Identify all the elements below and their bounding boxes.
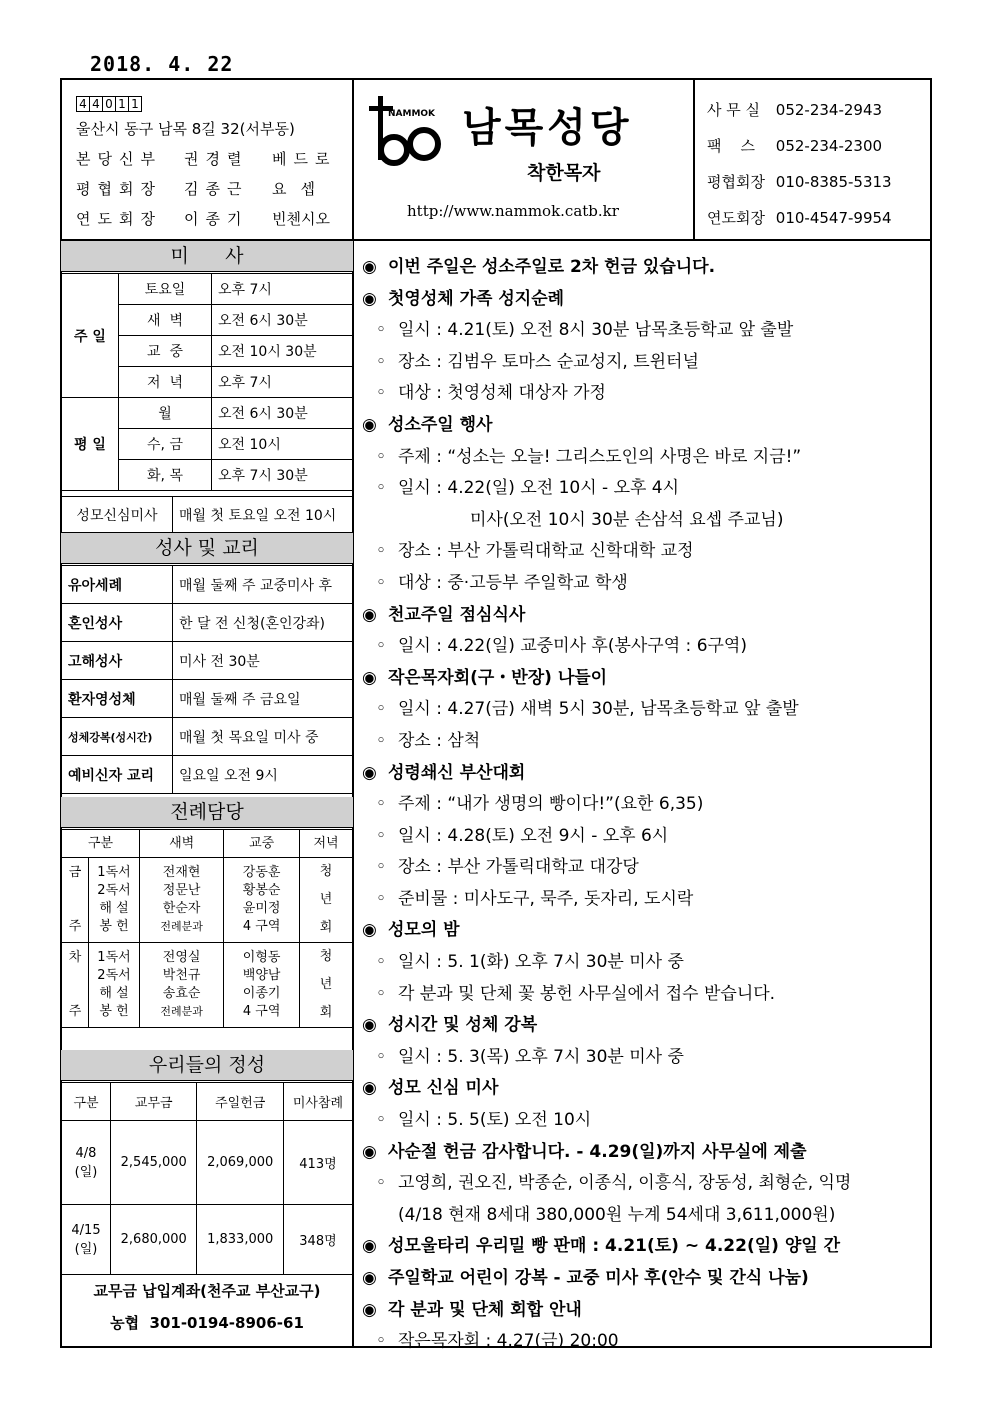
- radio-bullet-icon: ◉: [362, 1268, 377, 1288]
- circle-bullet-icon: ◦: [376, 1046, 387, 1067]
- parish-title: 남목성당: [462, 104, 633, 151]
- circle-bullet-icon: ◦: [376, 1173, 387, 1194]
- circle-bullet-icon: ◦: [376, 1110, 387, 1131]
- circle-bullet-icon: ◦: [376, 1331, 387, 1352]
- notice-detail: ◦ 일시 : 4.22(일) 교중미사 후(봉사구역 : 6구역): [362, 631, 922, 663]
- radio-bullet-icon: ◉: [362, 1141, 377, 1162]
- notice-detail: 미사(오전 10시 30분 손삼석 요셉 주교님): [470, 509, 784, 530]
- notice-detail: ◦ 일시 : 5. 1(화) 오후 7시 30분 미사 중: [362, 947, 922, 979]
- offering-heading: 우리들의 정성: [61, 1050, 353, 1081]
- notice-heading: ◉ 이번 주일은 성소주일로 2차 헌금 있습니다.: [362, 252, 922, 284]
- staff-row: 본당신부 권경렬 베드로: [76, 150, 337, 168]
- notice-detail: (4/18 현재 8세대 380,000원 누계 54세대 3,611,000원): [398, 1204, 836, 1225]
- notice-detail: ◦ 장소 : 부산 가톨릭대학교 대강당: [362, 852, 922, 884]
- notice-heading: ◉ 작은목자회(구・반장) 나들이: [362, 663, 922, 695]
- zip-code: 4 4 0 1 1: [76, 92, 336, 114]
- notice-detail: ◦ 준비물 : 미사도구, 묵주, 돗자리, 도시락: [362, 884, 922, 916]
- notice-heading: ◉ 주일학교 어린이 강복 - 교중 미사 후(안수 및 간식 나눔): [362, 1263, 922, 1295]
- sacraments-table: 유아세례 매월 둘째 주 교중미사 후 혼인성사 한 달 전 신청(혼인강좌) 고해성사 미사 전 30분 환자영성체 매월 둘째 주 금요일 성체강복(성시간) 매월 첫 목요일 미사 중 예비신자 교리 일요일 오전 9시: [61, 565, 353, 794]
- staff-row: 평협회장 김종근 요셉: [76, 180, 329, 198]
- circle-bullet-icon: ◦: [376, 383, 387, 404]
- circle-bullet-icon: ◦: [376, 857, 387, 878]
- circle-bullet-icon: ◦: [376, 888, 387, 909]
- parish-logo: [366, 92, 446, 172]
- notice-detail: ◦ 각 분과 및 단체 꽃 봉헌 사무실에서 접수 받습니다.: [362, 979, 922, 1011]
- sacraments-heading: 성사 및 교리: [61, 533, 353, 564]
- radio-bullet-icon: ◉: [362, 762, 377, 783]
- special-mass-table: 성모신심미사 매월 첫 토요일 오전 10시: [61, 496, 353, 533]
- radio-bullet-icon: ◉: [362, 414, 377, 435]
- circle-bullet-icon: ◦: [376, 699, 387, 720]
- notice-detail: ◦ 주제 : “내가 생명의 빵이다!”(요한 6,35): [362, 789, 922, 821]
- circle-bullet-icon: ◦: [376, 351, 387, 372]
- notice-heading: ◉ 성시간 및 성체 강복: [362, 1010, 922, 1042]
- notice-heading: ◉ 사순절 헌금 감사합니다. - 4.29(일)까지 사무실에 제출: [362, 1137, 922, 1169]
- parish-url[interactable]: http://www.nammok.catb.kr: [407, 202, 619, 220]
- circle-bullet-icon: ◦: [376, 825, 387, 846]
- notice-detail: ◦ 일시 : 4.21(토) 오전 8시 30분 남목초등학교 앞 출발: [362, 315, 922, 347]
- circle-bullet-icon: ◦: [376, 320, 387, 341]
- address: 울산시 동구 남목 8길 32(서부동): [76, 120, 295, 138]
- staff-row: 연도회장 이종기 빈첸시오: [76, 210, 330, 228]
- circle-bullet-icon: ◦: [376, 541, 387, 562]
- contact-row: 연도회장 010-4547-9954: [707, 209, 892, 227]
- notice-detail: ◦ 장소 : 삼척: [362, 726, 922, 758]
- account-info: 교무금 납입계좌(천주교 부산교구) 농협 301-0194-8906-61: [93, 1282, 321, 1332]
- liturgy-table: 구분 새벽 교중 저녁 금 주 1독서 2독서 해 설 봉 헌 전재현 정문난 한순자 전례분과 강동훈 황봉순 윤미정 4 구역 청 년 회 차 주 1독서 2독서 해 설 봉 헌 전영실 박천규 송효순 전례분과 이형동 백양남 이종기 4 구역 청 년 회: [61, 829, 353, 1028]
- parish-subtitle: 착한목자: [527, 162, 601, 184]
- radio-bullet-icon: ◉: [362, 1078, 377, 1099]
- parish-info: [76, 92, 336, 234]
- notice-heading: ◉ 첫영성체 가족 성지순례: [362, 284, 922, 316]
- notice-detail: ◦ 작은목자회 : 4.27(금) 20:00: [362, 1326, 922, 1358]
- mass-table: 주 일 토요일 오후 7시 새 벽 오전 6시 30분 교 중 오전 10시 30분 저 녁 오후 7시 평 일 월 오전 6시 30분 수, 금 오전 10시 화, 목 오후 7시 30분: [61, 273, 353, 491]
- mass-heading: 미 사: [61, 241, 353, 272]
- radio-bullet-icon: ◉: [362, 1299, 377, 1320]
- notice-detail: ◦ 대상 : 첫영성체 대상자 가정: [362, 378, 922, 410]
- circle-bullet-icon: ◦: [376, 952, 387, 973]
- notice-heading: ◉ 성모울타리 우리밀 빵 판매 : 4.21(토) ~ 4.22(일) 양일 간: [362, 1231, 922, 1263]
- notice-detail: ◦ 일시 : 4.27(금) 새벽 5시 30분, 남목초등학교 앞 출발: [362, 694, 922, 726]
- contacts: [707, 92, 892, 236]
- circle-bullet-icon: ◦: [376, 446, 387, 467]
- radio-bullet-icon: ◉: [362, 1015, 377, 1036]
- liturgy-heading: 전례담당: [61, 797, 353, 828]
- bulletin-date: 2018. 4. 22: [90, 52, 234, 76]
- notice-detail: ◦ 고영희, 권오진, 박종순, 이종식, 이흥식, 장동성, 최형순, 익명: [362, 1168, 922, 1200]
- notice-detail: ◦ 장소 : 김범우 토마스 순교성지, 트윈터널: [362, 347, 922, 379]
- header-right-divider: [693, 78, 695, 240]
- circle-bullet-icon: ◦: [376, 730, 387, 751]
- notice-detail: ◦ 주제 : “성소는 오늘! 그리스도인의 사명은 바로 지금!”: [362, 442, 922, 474]
- notice-detail: ◦ 일시 : 5. 3(목) 오후 7시 30분 미사 중: [362, 1042, 922, 1074]
- radio-bullet-icon: ◉: [362, 1236, 377, 1257]
- contact-row: 사 무 실 052-234-2943: [707, 101, 883, 119]
- radio-bullet-icon: ◉: [362, 288, 377, 309]
- notice-detail: ◦ 대상 : 중·고등부 주일학교 학생: [362, 568, 922, 600]
- notice-heading: ◉ 천교주일 점심식사: [362, 600, 922, 632]
- contact-row: 평협회장 010-8385-5313: [707, 173, 892, 191]
- radio-bullet-icon: ◉: [362, 920, 377, 941]
- notice-detail: ◦ 일시 : 4.28(토) 오전 9시 - 오후 6시: [362, 821, 922, 853]
- notice-heading: ◉ 성령쇄신 부산대회: [362, 758, 922, 790]
- radio-bullet-icon: ◉: [362, 604, 377, 625]
- circle-bullet-icon: ◦: [376, 636, 387, 657]
- circle-bullet-icon: ◦: [376, 572, 387, 593]
- offering-table: 구분 교무금 주일헌금 미사참례 4/8 (일) 2,545,000 2,069,000 413명 4/15 (일) 2,680,000 1,833,000 348명: [61, 1082, 353, 1275]
- notice-detail: ◦ 일시 : 4.22(일) 오전 10시 - 오후 4시: [362, 473, 922, 505]
- contact-row: 팩 스 052-234-2300: [707, 137, 883, 155]
- circle-bullet-icon: ◦: [376, 983, 387, 1004]
- radio-bullet-icon: ◉: [362, 667, 377, 688]
- circle-bullet-icon: ◦: [376, 478, 387, 499]
- notice-detail: ◦ 장소 : 부산 가톨릭대학교 신학대학 교정: [362, 536, 922, 568]
- cross-logo-icon: [366, 92, 450, 176]
- notice-list: [362, 252, 922, 1358]
- notice-heading: ◉ 성모 신심 미사: [362, 1073, 922, 1105]
- radio-bullet-icon: ◉: [362, 257, 377, 277]
- notice-detail: ◦ 일시 : 5. 5(토) 오전 10시: [362, 1105, 922, 1137]
- svg-text:NAMMOK: NAMMOK: [388, 109, 436, 119]
- circle-bullet-icon: ◦: [376, 794, 387, 815]
- notice-heading: ◉ 성소주일 행사: [362, 410, 922, 442]
- notice-heading: ◉ 각 분과 및 단체 회합 안내: [362, 1295, 922, 1327]
- notice-heading: ◉ 성모의 밤: [362, 915, 922, 947]
